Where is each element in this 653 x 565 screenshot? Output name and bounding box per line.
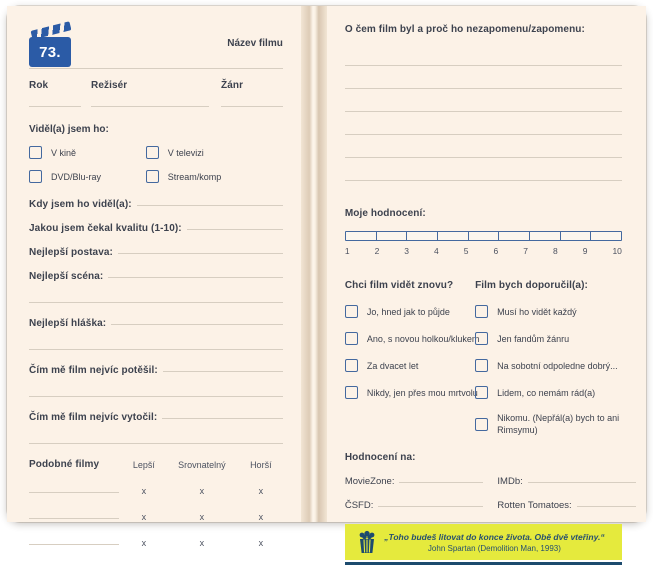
checkbox-icon bbox=[29, 146, 42, 159]
meta-fields-row bbox=[29, 80, 283, 107]
site-label: IMDb: bbox=[497, 476, 523, 488]
mark-x: x bbox=[199, 512, 205, 522]
checkbox-icon bbox=[345, 305, 358, 318]
rating-segment bbox=[499, 232, 530, 240]
checkbox-icon bbox=[475, 305, 488, 318]
expected-quality-label: Jakou jsem čekal kvalitu (1-10): bbox=[29, 223, 182, 234]
popcorn-icon bbox=[357, 530, 377, 554]
quote-text: „Toho budeš litovat do konce života. Obě dvě vteřiny.“ bbox=[384, 531, 605, 542]
left-page-header bbox=[29, 22, 283, 68]
mark-x: x bbox=[199, 538, 205, 548]
rating-segment bbox=[591, 232, 621, 240]
best-character-label: Nejlepší postava: bbox=[29, 247, 113, 258]
rating-number: 5 bbox=[463, 246, 469, 256]
see-again-option bbox=[345, 332, 480, 345]
when-watched-label: Kdy jsem ho viděl(a): bbox=[29, 199, 132, 210]
best-quote-field bbox=[29, 318, 283, 329]
rating-number: 2 bbox=[374, 246, 380, 256]
similar-col-worse: Horší bbox=[250, 460, 272, 470]
write-line bbox=[528, 482, 636, 483]
rating-number: 4 bbox=[434, 246, 439, 256]
year-label: Rok bbox=[29, 80, 49, 91]
site-rotten-tomatoes bbox=[497, 500, 636, 511]
rating-number: 6 bbox=[493, 246, 499, 256]
checkbox-icon bbox=[29, 170, 42, 183]
checkbox-icon bbox=[146, 170, 159, 183]
pleased-field bbox=[29, 365, 283, 376]
year-field bbox=[29, 80, 81, 107]
rating-scale-numbers bbox=[345, 246, 622, 256]
director-label: Režisér bbox=[91, 80, 128, 91]
mark-x: x bbox=[258, 486, 264, 496]
write-line bbox=[137, 205, 283, 206]
rating-number: 9 bbox=[582, 246, 588, 256]
write-line bbox=[577, 506, 636, 507]
site-moviezone bbox=[345, 476, 484, 487]
mark-x: x bbox=[258, 512, 264, 522]
rating-heading: Moje hodnocení: bbox=[344, 208, 426, 219]
rating-segment bbox=[469, 232, 500, 240]
ratings-on-heading: Hodnocení na: bbox=[344, 452, 416, 464]
genre-field bbox=[221, 80, 283, 107]
genre-line bbox=[221, 106, 283, 107]
quote-box bbox=[345, 524, 622, 560]
checkbox-label: Jo, hned jak to půjde bbox=[366, 306, 450, 317]
write-line bbox=[345, 89, 622, 112]
write-line bbox=[345, 43, 622, 66]
quote-banner bbox=[345, 524, 622, 565]
best-quote-label: Nejlepší hláška: bbox=[29, 318, 107, 329]
checkbox-icon bbox=[345, 332, 358, 345]
entry-number-badge bbox=[29, 37, 71, 67]
recommend-option bbox=[475, 413, 622, 436]
checkbox-icon bbox=[345, 359, 358, 372]
film-title-line bbox=[29, 68, 283, 69]
rating-segment bbox=[346, 232, 377, 240]
write-line bbox=[108, 277, 283, 278]
recommend-option bbox=[475, 332, 622, 345]
rating-number: 8 bbox=[552, 246, 558, 256]
checkbox-icon bbox=[475, 332, 488, 345]
rating-number: 1 bbox=[344, 246, 350, 256]
write-line bbox=[118, 253, 283, 254]
write-line bbox=[345, 158, 622, 181]
recommend-section bbox=[475, 280, 622, 436]
similar-film-row bbox=[29, 512, 283, 522]
site-imdb bbox=[497, 476, 636, 487]
genre-label: Žánr bbox=[221, 80, 244, 91]
clapperboard-icon bbox=[29, 22, 81, 68]
see-again-heading: Chci film vidět znovu? bbox=[344, 280, 454, 291]
annoyed-label: Čím mě film nejvíc vytočil: bbox=[29, 412, 158, 423]
best-scene-label: Nejlepší scéna: bbox=[29, 271, 104, 282]
checkbox-label: Na sobotní odpoledne dobrý... bbox=[497, 360, 618, 371]
expected-quality-field bbox=[29, 223, 283, 234]
director-line bbox=[91, 106, 209, 107]
site-label: ČSFD: bbox=[344, 500, 374, 512]
checkbox-label: V kině bbox=[51, 147, 77, 158]
best-character-field bbox=[29, 247, 283, 258]
checkbox-icon bbox=[345, 386, 358, 399]
year-line bbox=[29, 106, 81, 107]
checkbox-icon bbox=[475, 386, 488, 399]
write-line bbox=[399, 482, 483, 483]
similar-col-better: Lepší bbox=[132, 460, 155, 470]
checkbox-label: Stream/komp bbox=[167, 171, 222, 182]
about-heading: O čem film byl a proč ho nezapomenu/zapomenu: bbox=[344, 24, 585, 35]
similar-films-header bbox=[29, 459, 283, 470]
spine bbox=[301, 6, 327, 522]
watched-options bbox=[29, 146, 283, 183]
watched-option-dvd bbox=[29, 170, 146, 183]
checkbox-label: Nikdy, jen přes mou mrtvolu bbox=[366, 387, 478, 398]
director-field bbox=[91, 80, 209, 107]
quote-content bbox=[377, 532, 612, 553]
right-page bbox=[327, 6, 646, 553]
checkbox-label: Za dvacet let bbox=[366, 360, 419, 371]
when-watched-field bbox=[29, 199, 283, 210]
rating-segment bbox=[530, 232, 561, 240]
mark-x: x bbox=[258, 538, 264, 548]
site-csfd bbox=[345, 500, 484, 511]
recommend-option bbox=[475, 386, 622, 399]
write-line bbox=[29, 492, 119, 493]
site-label: MovieZone: bbox=[344, 476, 395, 488]
checkbox-label: V televizi bbox=[167, 147, 204, 158]
rating-number: 7 bbox=[523, 246, 528, 256]
write-line bbox=[345, 66, 622, 89]
checkbox-label: DVD/Blu-ray bbox=[51, 171, 102, 182]
best-scene-field bbox=[29, 271, 283, 282]
watched-heading: Viděl(a) jsem ho: bbox=[29, 124, 109, 135]
write-line bbox=[187, 229, 283, 230]
see-again-option bbox=[345, 359, 475, 372]
rating-segment bbox=[561, 232, 592, 240]
site-label: Rotten Tomatoes: bbox=[497, 500, 572, 512]
watched-option-stream bbox=[146, 170, 283, 183]
recommend-option bbox=[475, 359, 622, 372]
similar-film-row bbox=[29, 486, 283, 496]
mark-x: x bbox=[141, 538, 147, 548]
write-line bbox=[29, 349, 283, 350]
recommend-heading: Film bych doporučil(a): bbox=[475, 280, 588, 291]
checkbox-label: Jen fandům žánru bbox=[497, 333, 570, 344]
write-line bbox=[345, 112, 622, 135]
mark-x: x bbox=[199, 486, 205, 496]
write-line bbox=[29, 518, 119, 519]
left-page bbox=[7, 6, 301, 548]
write-line bbox=[29, 443, 283, 444]
similar-films-label: Podobné filmy bbox=[29, 459, 100, 470]
rating-number: 10 bbox=[612, 246, 622, 256]
watched-option-tv bbox=[146, 146, 283, 159]
opinion-columns bbox=[345, 280, 622, 436]
rating-sites bbox=[345, 476, 622, 511]
see-again-option bbox=[345, 305, 475, 318]
checkbox-label: Lidem, co nemám rád(a) bbox=[497, 387, 596, 398]
checkbox-label: Nikomu. (Nepřál(a) bych to ani Rimsymu) bbox=[497, 413, 620, 435]
write-line bbox=[29, 302, 283, 303]
pleased-label: Čím mě film nejvíc potěšil: bbox=[29, 365, 158, 376]
checkbox-icon bbox=[475, 359, 488, 372]
checkbox-label: Ano, s novou holkou/klukem bbox=[366, 333, 480, 344]
recommend-option bbox=[475, 305, 622, 318]
checkbox-label: Musí ho vidět každý bbox=[497, 306, 577, 317]
write-line bbox=[163, 371, 283, 372]
write-line bbox=[345, 135, 622, 158]
rating-number: 3 bbox=[404, 246, 410, 256]
rating-segment bbox=[377, 232, 408, 240]
write-line bbox=[378, 506, 483, 507]
notebook-spread bbox=[7, 6, 646, 553]
similar-col-comparable: Srovnatelný bbox=[178, 460, 226, 470]
rating-segment bbox=[438, 232, 469, 240]
checkbox-icon bbox=[146, 146, 159, 159]
rating-segment bbox=[407, 232, 438, 240]
mark-x: x bbox=[141, 512, 147, 522]
write-line bbox=[29, 544, 119, 545]
watched-option-cinema bbox=[29, 146, 146, 159]
write-line bbox=[29, 396, 283, 397]
checkbox-icon bbox=[475, 418, 488, 431]
write-line bbox=[111, 324, 283, 325]
write-line bbox=[162, 418, 283, 419]
mark-x: x bbox=[141, 486, 147, 496]
similar-film-row bbox=[29, 538, 283, 548]
annoyed-field bbox=[29, 412, 283, 423]
film-title-label: Název filmu bbox=[227, 38, 283, 49]
rating-scale-bar bbox=[345, 231, 622, 241]
see-again-option bbox=[345, 386, 478, 399]
entry-number: 73. bbox=[39, 43, 61, 61]
see-again-section bbox=[344, 280, 480, 436]
quote-attribution: John Spartan (Demolition Man, 1993) bbox=[427, 543, 561, 553]
